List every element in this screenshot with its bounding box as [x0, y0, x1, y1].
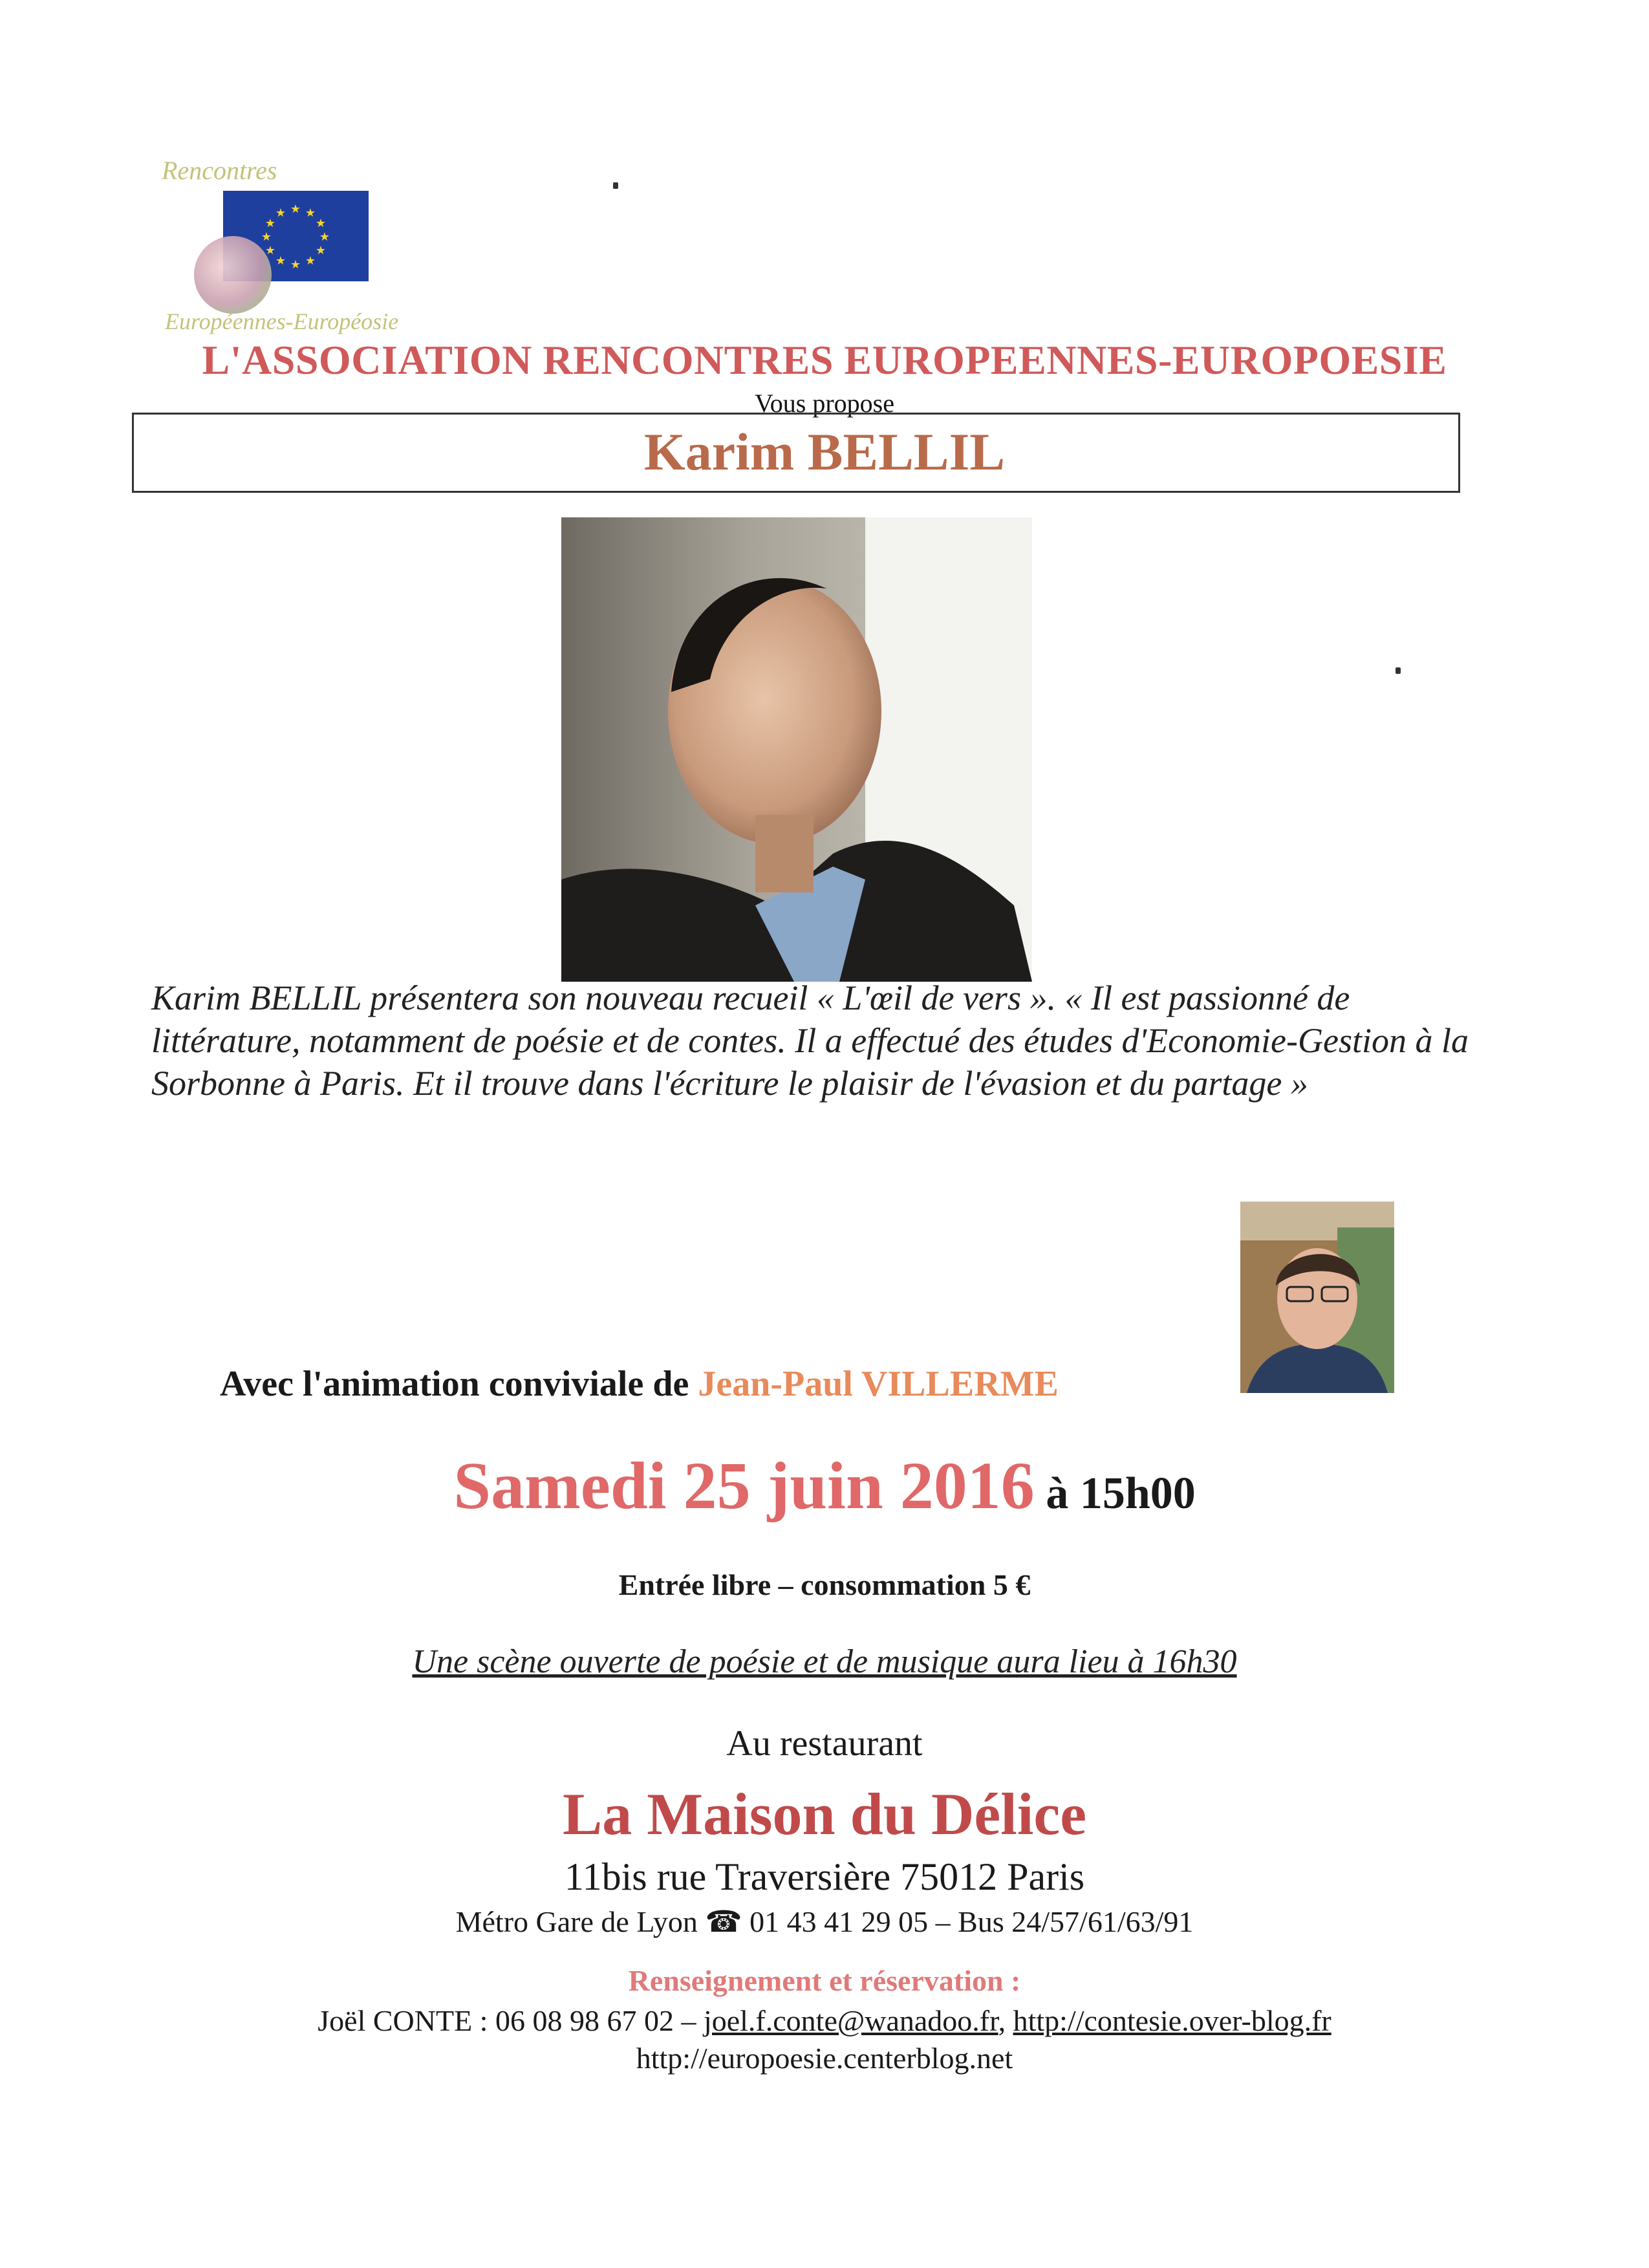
svg-text:★: ★ — [315, 244, 327, 257]
venue-transport: Métro Gare de Lyon ☎ 01 43 41 29 05 – Bus 24/57/61/63/91 — [455, 1905, 1194, 1938]
svg-text:★: ★ — [275, 254, 286, 268]
event-date-line — [0, 1447, 1649, 1524]
venue-name: La Maison du Délice — [562, 1781, 1087, 1847]
event-date: Samedi 25 juin 2016 — [453, 1449, 1035, 1523]
animator-name: Jean-Paul VILLERME — [698, 1364, 1059, 1404]
entry-fee: Entrée libre – consommation 5 € — [618, 1568, 1031, 1601]
animator-portrait-photo — [1240, 1202, 1394, 1393]
scan-speck — [1396, 667, 1401, 674]
event-time: à 15h00 — [1034, 1469, 1196, 1518]
guest-portrait-photo — [561, 517, 1032, 982]
contact-email-link[interactable]: joel.f.conte@wanadoo.fr — [703, 2004, 998, 2037]
europoesie-blog-link[interactable]: http://europoesie.centerblog.net — [636, 2042, 1013, 2075]
animation-line — [220, 1363, 1059, 1405]
guest-name: Karim BELLIL — [643, 422, 1006, 481]
logo-bottom-text: Européennes-Européosie — [165, 308, 399, 334]
contact-line — [0, 2003, 1649, 2038]
contact-person: Joël CONTE : 06 08 98 67 02 – — [318, 2004, 704, 2037]
logo-top-text: Rencontres — [162, 156, 277, 185]
logo-globe-image — [194, 236, 272, 314]
svg-text:★: ★ — [264, 217, 276, 230]
proposes-label: Vous propose — [755, 389, 894, 418]
contact-blog-link[interactable]: http://contesie.over-blog.fr — [1013, 2004, 1331, 2037]
animation-prefix: Avec l'animation conviviale de — [220, 1364, 698, 1404]
guest-biography: Karim BELLIL présentera son nouveau recueil « L'œil de vers ». « Il est passionné de littérature, notamment de poésie et de contes. Il a effectué des études d'Economie-Gestion à la Sorbonne à Paris. Et il trouve dans l'écriture le plaisir de l'évasion et du partage » — [151, 978, 1469, 1103]
svg-text:★: ★ — [315, 217, 327, 230]
svg-text:★: ★ — [290, 258, 301, 272]
contact-heading: Renseignement et réservation : — [628, 1964, 1021, 1997]
svg-text:★: ★ — [290, 202, 301, 216]
venue-address: 11bis rue Traversière 75012 Paris — [564, 1855, 1085, 1898]
open-stage-note: Une scène ouverte de poésie et de musique aura lieu à 16h30 — [412, 1643, 1237, 1680]
svg-text:★: ★ — [275, 206, 286, 220]
svg-text:★: ★ — [305, 254, 316, 268]
svg-text:★: ★ — [319, 230, 330, 244]
scan-speck — [613, 182, 618, 189]
svg-text:★: ★ — [264, 244, 276, 257]
svg-text:★: ★ — [261, 230, 272, 244]
venue-intro: Au restaurant — [726, 1723, 923, 1764]
association-title: L'ASSOCIATION RENCONTRES EUROPEENNES-EUROPOESIE — [202, 337, 1447, 383]
contact-separator: , — [998, 2004, 1013, 2037]
svg-text:★: ★ — [305, 206, 316, 220]
